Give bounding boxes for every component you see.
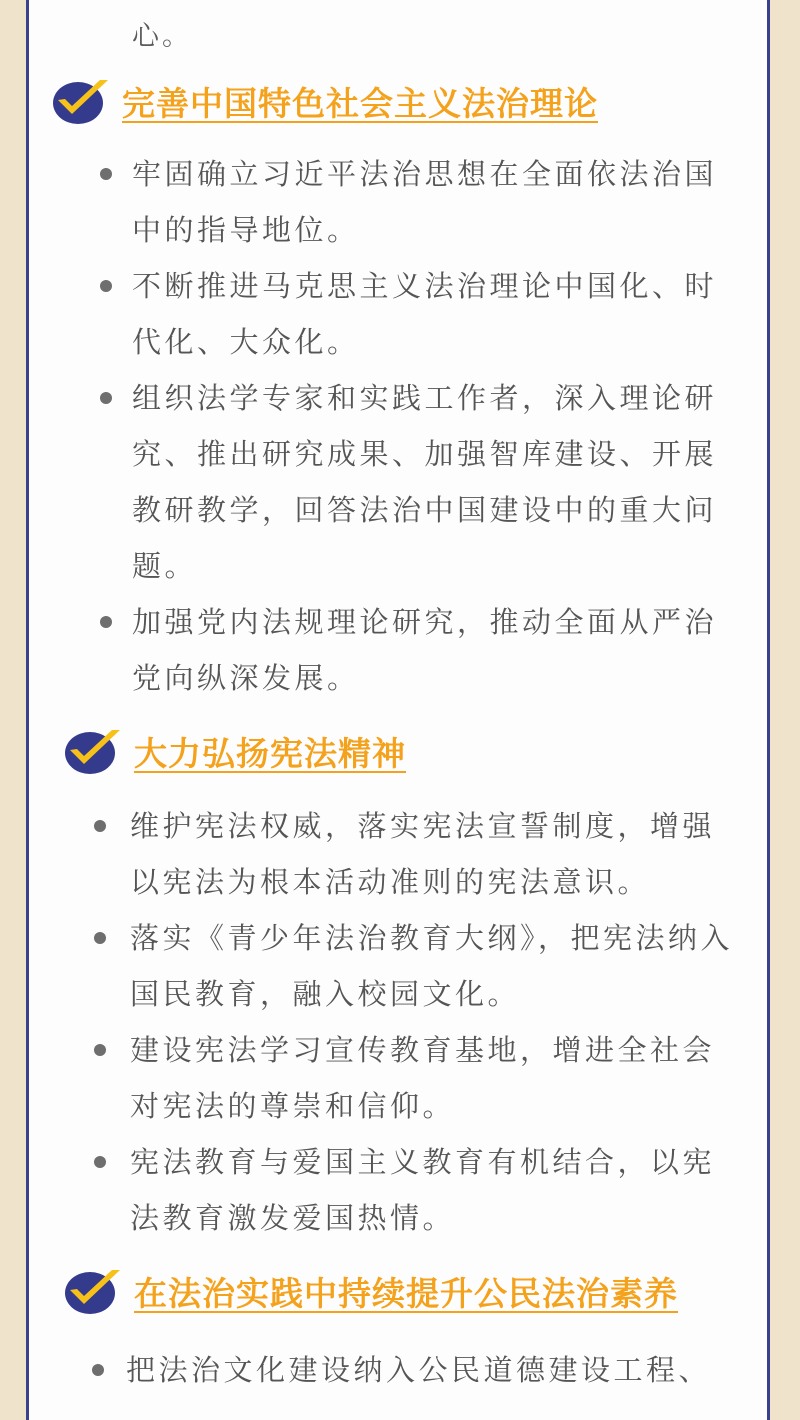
bullet-list-2 (130, 798, 744, 1246)
section-title: 完善中国特色社会主义法治理论 (122, 83, 598, 123)
list-item: 组织法学专家和实践工作者，深入理论研究、推出研究成果、加强智库建设、开展教研教学，回答法治中国建设中的重大问题。 (132, 370, 744, 594)
check-badge-icon (62, 726, 122, 776)
bullet-dot-icon (100, 392, 112, 404)
list-item: 牢固确立习近平法治思想在全面依法治国中的指导地位。 (132, 146, 744, 258)
bullet-list-1 (132, 146, 744, 706)
list-item: 加强党内法规理论研究，推动全面从严治党向纵深发展。 (132, 594, 744, 706)
list-item: 建设宪法学习宣传教育基地，增进全社会对宪法的尊崇和信仰。 (130, 1022, 744, 1134)
list-item: 把法治文化建设纳入公民道德建设工程、 (126, 1342, 766, 1398)
list-item: 落实《青少年法治教育大纲》，把宪法纳入国民教育，融入校园文化。 (130, 910, 744, 1022)
bullet-dot-icon (100, 280, 112, 292)
list-item: 维护宪法权威，落实宪法宣誓制度，增强以宪法为根本活动准则的宪法意识。 (130, 798, 744, 910)
bullet-dot-icon (94, 1044, 106, 1056)
check-badge-icon (50, 76, 110, 126)
bullet-dot-icon (92, 1364, 104, 1376)
check-badge-icon (62, 1266, 122, 1316)
section-title: 大力弘扬宪法精神 (134, 733, 406, 773)
section-title: 在法治实践中持续提升公民法治素养 (134, 1273, 678, 1313)
section-heading-3 (62, 1266, 678, 1316)
intro-tail-text: 心。 (132, 21, 192, 52)
list-item: 宪法教育与爱国主义教育有机结合，以宪法教育激发爱国热情。 (130, 1134, 744, 1246)
bullet-dot-icon (94, 1156, 106, 1168)
section-heading-1 (50, 76, 598, 126)
bullet-dot-icon (100, 168, 112, 180)
list-item: 不断推进马克思主义法治理论中国化、时代化、大众化。 (132, 258, 744, 370)
bullet-dot-icon (94, 932, 106, 944)
bullet-dot-icon (100, 616, 112, 628)
bullet-dot-icon (94, 820, 106, 832)
bullet-list-3 (126, 1342, 766, 1398)
section-heading-2 (62, 726, 406, 776)
